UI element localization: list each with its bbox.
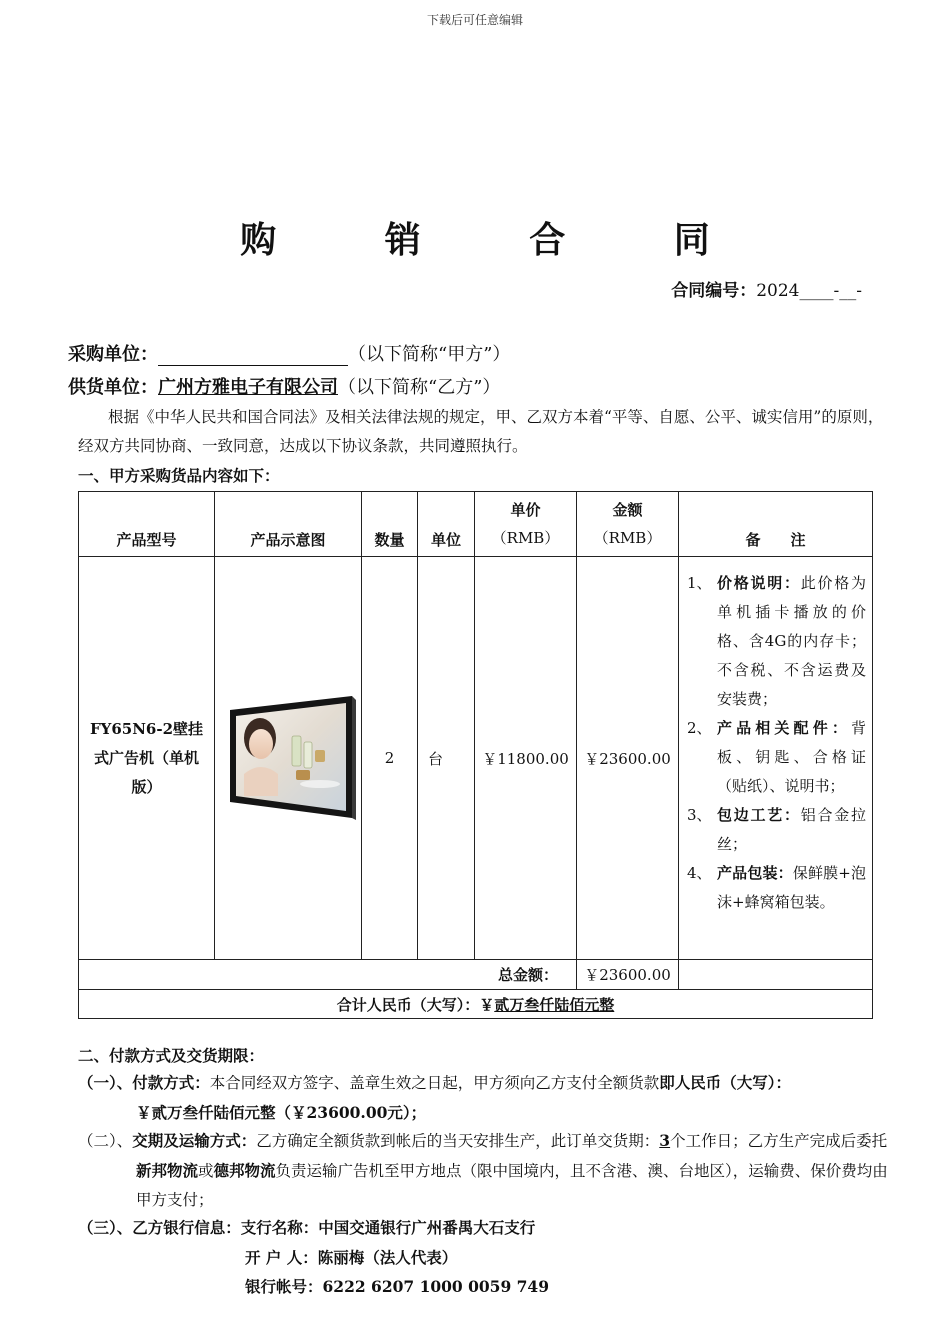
- buyer-line: [68, 340, 510, 366]
- remark-text: 背板、钥匙、合格证（贴纸）、说明书；: [717, 719, 866, 795]
- cell-price: ￥11800.00: [475, 557, 577, 960]
- header-remark: 备 注: [679, 492, 873, 557]
- supplier-label: 供货单位：: [68, 377, 158, 398]
- sum-label: 合计人民币（大写）：￥: [336, 995, 495, 1014]
- list-item: [687, 801, 866, 859]
- intro-paragraph: 根据《中华人民共和国合同法》及相关法律法规的规定，甲、乙双方本着“平等、自愿、公平、诚实信用”的原则，经双方共同协商、一致同意，达成以下协议条款，共同遵照执行。: [78, 408, 884, 455]
- payment-amount: ￥贰万叁仟陆佰元整（￥23600.00元）；: [136, 1103, 427, 1122]
- contract-number: [671, 276, 862, 301]
- cell-amount: ￥23600.00: [577, 557, 679, 960]
- delivery-text2: 个工作日；乙方生产完成后委托: [670, 1132, 888, 1150]
- contract-number-value: 2024____-__-: [756, 281, 862, 301]
- cell-qty: 2: [362, 557, 418, 960]
- bank-label: （三）、乙方银行信息：: [78, 1218, 241, 1237]
- remark-key: 价格说明：: [717, 574, 801, 592]
- carrier-1: 新邦物流: [136, 1161, 199, 1180]
- bank-branch: 支行名称：中国交通银行广州番禺大石支行: [240, 1218, 536, 1237]
- header-price-label: 单价: [510, 501, 541, 519]
- bank-info: [78, 1213, 549, 1301]
- section1-title: 一、甲方采购货品内容如下：: [78, 466, 280, 485]
- header-amount: [577, 492, 679, 557]
- delivery-text3: 负责运输广告机至甲方地点（限中国境内，且不含港、澳、台地区），运输费、保价费均由甲方支付；: [136, 1162, 888, 1209]
- section2-title: 二、付款方式及交货期限：: [78, 1046, 265, 1065]
- supplier-name: 广州方雅电子有限公司: [158, 377, 338, 398]
- payment-clause: [78, 1068, 890, 1127]
- header-amount-unit: （RMB）: [593, 529, 662, 547]
- buyer-blank-field[interactable]: [158, 347, 348, 366]
- remark-key: 产品包装：: [717, 864, 793, 882]
- payment-text: 本合同经双方签字、盖章生效之日起，甲方须向乙方支付全额货款: [209, 1074, 660, 1092]
- bank-account: 银行帐号：6222 6207 1000 0059 749: [245, 1277, 549, 1296]
- cell-model: FY65N6-2壁挂式广告机（单机版）: [79, 557, 215, 960]
- header-note: 下载后可任意编辑: [426, 13, 523, 27]
- list-item: [687, 859, 866, 917]
- table-header-row: [79, 492, 873, 557]
- sum-cell: [79, 990, 873, 1019]
- delivery-days: 3: [659, 1131, 671, 1150]
- table-row: [79, 557, 873, 960]
- wall-mounted-display-image: [220, 696, 356, 820]
- cell-remarks: [679, 557, 873, 960]
- remark-text: 铝合金拉丝；: [717, 806, 866, 853]
- carrier-or: 或: [198, 1162, 214, 1180]
- payment-label: （一）、付款方式：: [78, 1073, 210, 1092]
- carrier-2: 德邦物流: [213, 1161, 276, 1180]
- delivery-clause: [78, 1126, 890, 1215]
- header-qty: 数量: [362, 492, 418, 557]
- delivery-label: 交期及运输方式：: [132, 1131, 257, 1150]
- remark-number: 3、: [687, 806, 712, 824]
- contract-number-label: 合同编号：: [671, 281, 757, 301]
- header-image: 产品示意图: [215, 492, 362, 557]
- remarks-list: [687, 569, 866, 917]
- bank-holder: 开 户 人：陈丽梅（法人代表）: [245, 1248, 458, 1267]
- total-value: ￥23600.00: [577, 960, 679, 990]
- header-price-unit: （RMB）: [491, 529, 560, 547]
- delivery-prefix: （二）、: [78, 1132, 133, 1150]
- remark-number: 4、: [687, 864, 712, 882]
- remark-number: 1、: [687, 574, 712, 592]
- list-item: [687, 714, 866, 801]
- cell-unit: 台: [418, 557, 475, 960]
- delivery-text1: 乙方确定全额货款到帐后的当天安排生产，此订单交货期：: [256, 1132, 660, 1150]
- total-label: 总金额：: [79, 960, 577, 990]
- buyer-label: 采购单位：: [68, 344, 158, 365]
- header-amount-label: 金额: [612, 501, 643, 519]
- supplier-line: [68, 373, 500, 399]
- sum-row: [79, 990, 873, 1019]
- sum-value: 贰万叁仟陆佰元整: [494, 995, 615, 1014]
- total-row: [79, 960, 873, 990]
- remark-number: 2、: [687, 719, 712, 737]
- remark-text: 此价格为单机插卡播放的价格、含4G的内存卡；不含税、不含运费及安装费；: [717, 574, 866, 708]
- header-model: 产品型号: [79, 492, 215, 557]
- list-item: [687, 569, 866, 714]
- contract-title: 购 销 合 同: [240, 219, 758, 261]
- remark-key: 产品相关配件：: [717, 719, 851, 737]
- total-blank: [679, 960, 873, 990]
- cell-image: [215, 557, 362, 960]
- supplier-suffix: （以下简称“乙方”）: [338, 377, 501, 398]
- remark-text: 保鲜膜+泡沫+蜂窝箱包装。: [717, 864, 866, 911]
- header-price: [475, 492, 577, 557]
- product-table: [78, 491, 873, 1019]
- remark-key: 包边工艺：: [717, 806, 801, 824]
- buyer-suffix: （以下简称“甲方”）: [348, 344, 511, 365]
- header-unit: 单位: [418, 492, 475, 557]
- payment-bold-text: 即人民币（大写）：: [659, 1073, 792, 1092]
